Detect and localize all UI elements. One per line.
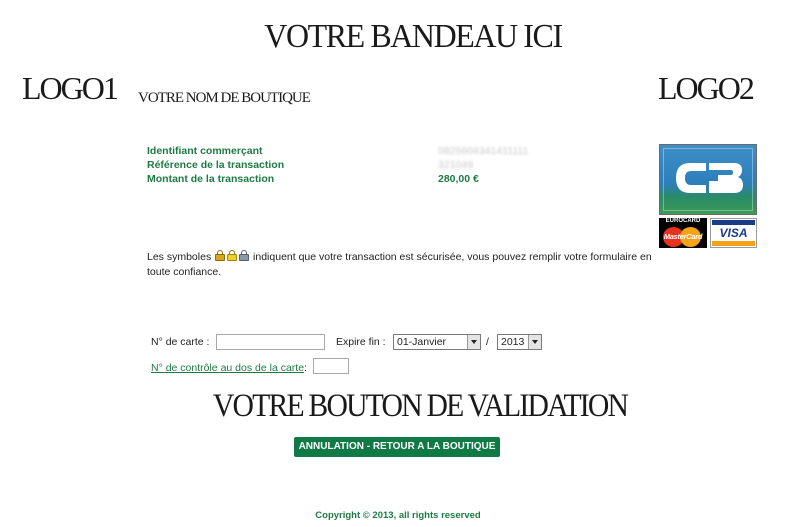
chevron-down-icon[interactable]: [467, 335, 480, 349]
validation-button-placeholder[interactable]: VOTRE BOUTON DE VALIDATION: [212, 388, 628, 424]
shop-name: VOTRE NOM DE BOUTIQUE: [138, 90, 310, 106]
expiry-year-value: 2013: [501, 336, 525, 348]
gold-lock-icon: [215, 250, 225, 261]
control-number-colon: :: [304, 362, 307, 374]
visa-logo: [710, 218, 757, 248]
card-number-input[interactable]: [216, 334, 325, 350]
logo-left: LOGO1: [22, 70, 117, 106]
chevron-down-icon[interactable]: [528, 335, 541, 349]
mastercard-label: MasterCard: [663, 232, 703, 241]
cancel-return-button[interactable]: ANNULATION - RETOUR A LA BOUTIQUE: [294, 437, 500, 457]
expiry-month-select[interactable]: [393, 334, 481, 350]
visa-label: VISA: [719, 226, 748, 240]
cb-letters-icon: [672, 159, 746, 197]
logo-right: LOGO2: [658, 70, 753, 106]
eurocard-label: EUROCARD: [665, 218, 701, 224]
control-number-link[interactable]: N° de contrôle au dos de la carte: [151, 362, 305, 374]
cb-card-logo: [659, 144, 757, 215]
merchant-id-label: Identifiant commerçant: [147, 145, 263, 157]
transaction-amount-label: Montant de la transaction: [147, 173, 275, 185]
card-number-label: N° de carte :: [151, 336, 210, 348]
security-text-before: Les symboles: [147, 251, 212, 263]
expiry-month-value: 01-Janvier: [397, 336, 447, 348]
expiry-year-select[interactable]: [497, 334, 542, 350]
yellow-lock-icon: [227, 250, 237, 261]
copyright-text: Copyright © 2013, all rights reserved: [315, 510, 481, 521]
banner-title: VOTRE BANDEAU ICI: [264, 18, 562, 55]
transaction-ref-label: Référence de la transaction: [147, 159, 285, 171]
mastercard-logo: [659, 218, 707, 248]
grey-lock-icon: [239, 250, 249, 261]
security-text-after: indiquent que votre transaction est sécurisée, vous pouvez remplir votre formulaire en toute confiance.: [147, 251, 652, 278]
control-number-input[interactable]: [313, 358, 349, 374]
expiry-label: Expire fin :: [336, 336, 386, 348]
security-message: [147, 250, 657, 280]
transaction-ref-value: 321049: [438, 159, 474, 171]
transaction-amount-value: 280,00 €: [438, 173, 479, 185]
expiry-separator: /: [486, 336, 489, 348]
merchant-id-value: 0825604341411111: [438, 145, 529, 157]
